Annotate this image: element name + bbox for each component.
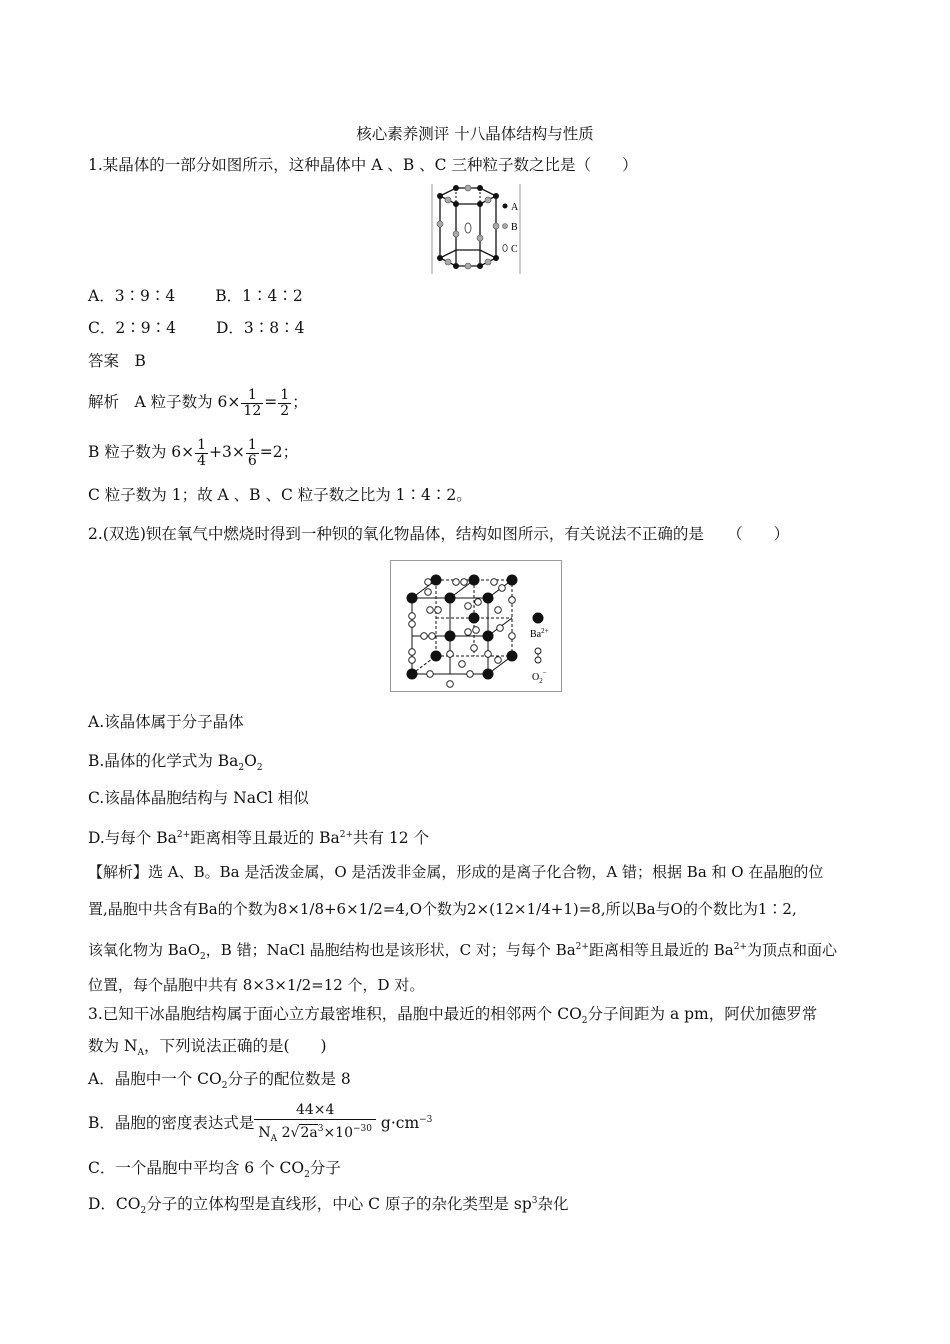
q3-stem-1: 3.已知干冰晶胞结构属于面心立方最密堆积，晶胞中最近的相邻两个 $CO_2$分子间距为 a pm，阿伏加德罗常 — [88, 1005, 818, 1026]
q1-stem: 1.某晶体的一部分如图所示，这种晶体中 A 、B 、C 三种粒子数之比是（ ） — [88, 156, 638, 174]
q1-option-a: A．3∶9∶4 — [88, 287, 176, 305]
q3-option-d: D．$CO_2$分子的立体构型是直线形，中心 C 原子的杂化类型是 $sp^3$杂化 — [88, 1195, 569, 1216]
q1-legend-b: B — [511, 222, 518, 233]
q2-option-d: D.与每个 $Ba^{2+}$距离相等且最近的 $Ba^{2+}$共有 12 个 — [88, 829, 430, 847]
q3-option-c: C．一个晶胞中平均含 6 个 $CO_2$分子 — [88, 1159, 341, 1180]
q2-legend-ba: Ba — [530, 629, 542, 640]
q1-options-row2 — [88, 318, 304, 338]
q1-crystal-figure — [428, 184, 528, 274]
q3-option-a: A．晶胞中一个 $CO_2$分子的配位数是 8 — [88, 1070, 351, 1091]
svg-text:O2− — [532, 669, 547, 685]
q2-explanation-3: 该氧化物为 BaO$_2$，B 错；NaCl 晶胞结构也是该形状，C 对；与每个 $Ba^{2+}$距离相等且最近的 $Ba^{2+}$为顶点和面心 — [88, 941, 837, 962]
q1-option-b: B．1∶4∶2 — [215, 287, 303, 305]
q1-options-row1 — [88, 286, 303, 306]
svg-text:Ba2+ — [530, 627, 549, 640]
q3-option-b: B．晶胞的密度表达式是 $\frac{44\times 4}{N_A 2√2a^3\times 10^{-30}}$ $g\cdot cm^{-3}$ — [88, 1100, 432, 1148]
q1-answer: 答案 B — [88, 352, 146, 370]
q1-option-d: D．3∶8∶4 — [215, 319, 305, 337]
q2-option-a: A.该晶体属于分子晶体 — [88, 713, 244, 731]
q2-option-c: C.该晶体晶胞结构与 NaCl 相似 — [88, 789, 309, 807]
q2-explanation-1: 【解析】选 A、B。Ba 是活泼金属，O 是活泼非金属，形成的是离子化合物，A 错；根据 Ba 和 O 在晶胞的位 — [88, 863, 824, 881]
q2-option-b: B.晶体的化学式为 $Ba_2O_2$ — [88, 752, 263, 773]
q3-stem-2: 数为 $N_A$，下列说法正确的是( ) — [88, 1037, 327, 1058]
q2-legend-ba-charge: 2+ — [541, 627, 549, 635]
q1-explanation-3: C 粒子数为 1；故 A 、B 、C 粒子数之比为 1∶4∶2。 — [88, 486, 472, 504]
q2-legend-o-sub: 2 — [539, 677, 543, 685]
page-title: 核心素养测评 十八晶体结构与性质 — [356, 125, 594, 143]
q3-density-fraction: $\frac{44\times 4}{N_A 2√2a^3\times 10^{-30}}$ — [254, 1101, 376, 1148]
q2-stem: 2.(双选)钡在氧气中燃烧时得到一种钡的氧化物晶体，结构如图所示，有关说法不正确的是 （ ） — [88, 525, 790, 543]
q1-legend-a: A — [511, 202, 519, 213]
q1-legend-c: C — [511, 244, 518, 255]
q2-crystal-figure — [390, 560, 562, 692]
q1-explanation-1: 解析 A 粒子数为 6× $\frac{1}{12}$ = $\frac{1}{2}$ ； — [88, 386, 308, 419]
q2-legend-o-charge: − — [542, 669, 547, 677]
q2-explanation-4: 位置，每个晶胞中共有 8×3×1/2=12 个，D 对。 — [88, 976, 425, 994]
q1-option-c: C．2∶9∶4 — [88, 319, 176, 337]
q1-explanation-2: B 粒子数为 6× $\frac{1}{4}$ +3× $\frac{1}{6}$ =2； — [88, 436, 299, 469]
q2-legend-o: O — [532, 672, 540, 683]
q2-explanation-2: 置,晶胞中共含有Ba的个数为8×1/8+6×1/2=4,O个数为2×(12×1/4+1)=8,所以Ba与O的个数比为1∶2, — [88, 900, 797, 918]
